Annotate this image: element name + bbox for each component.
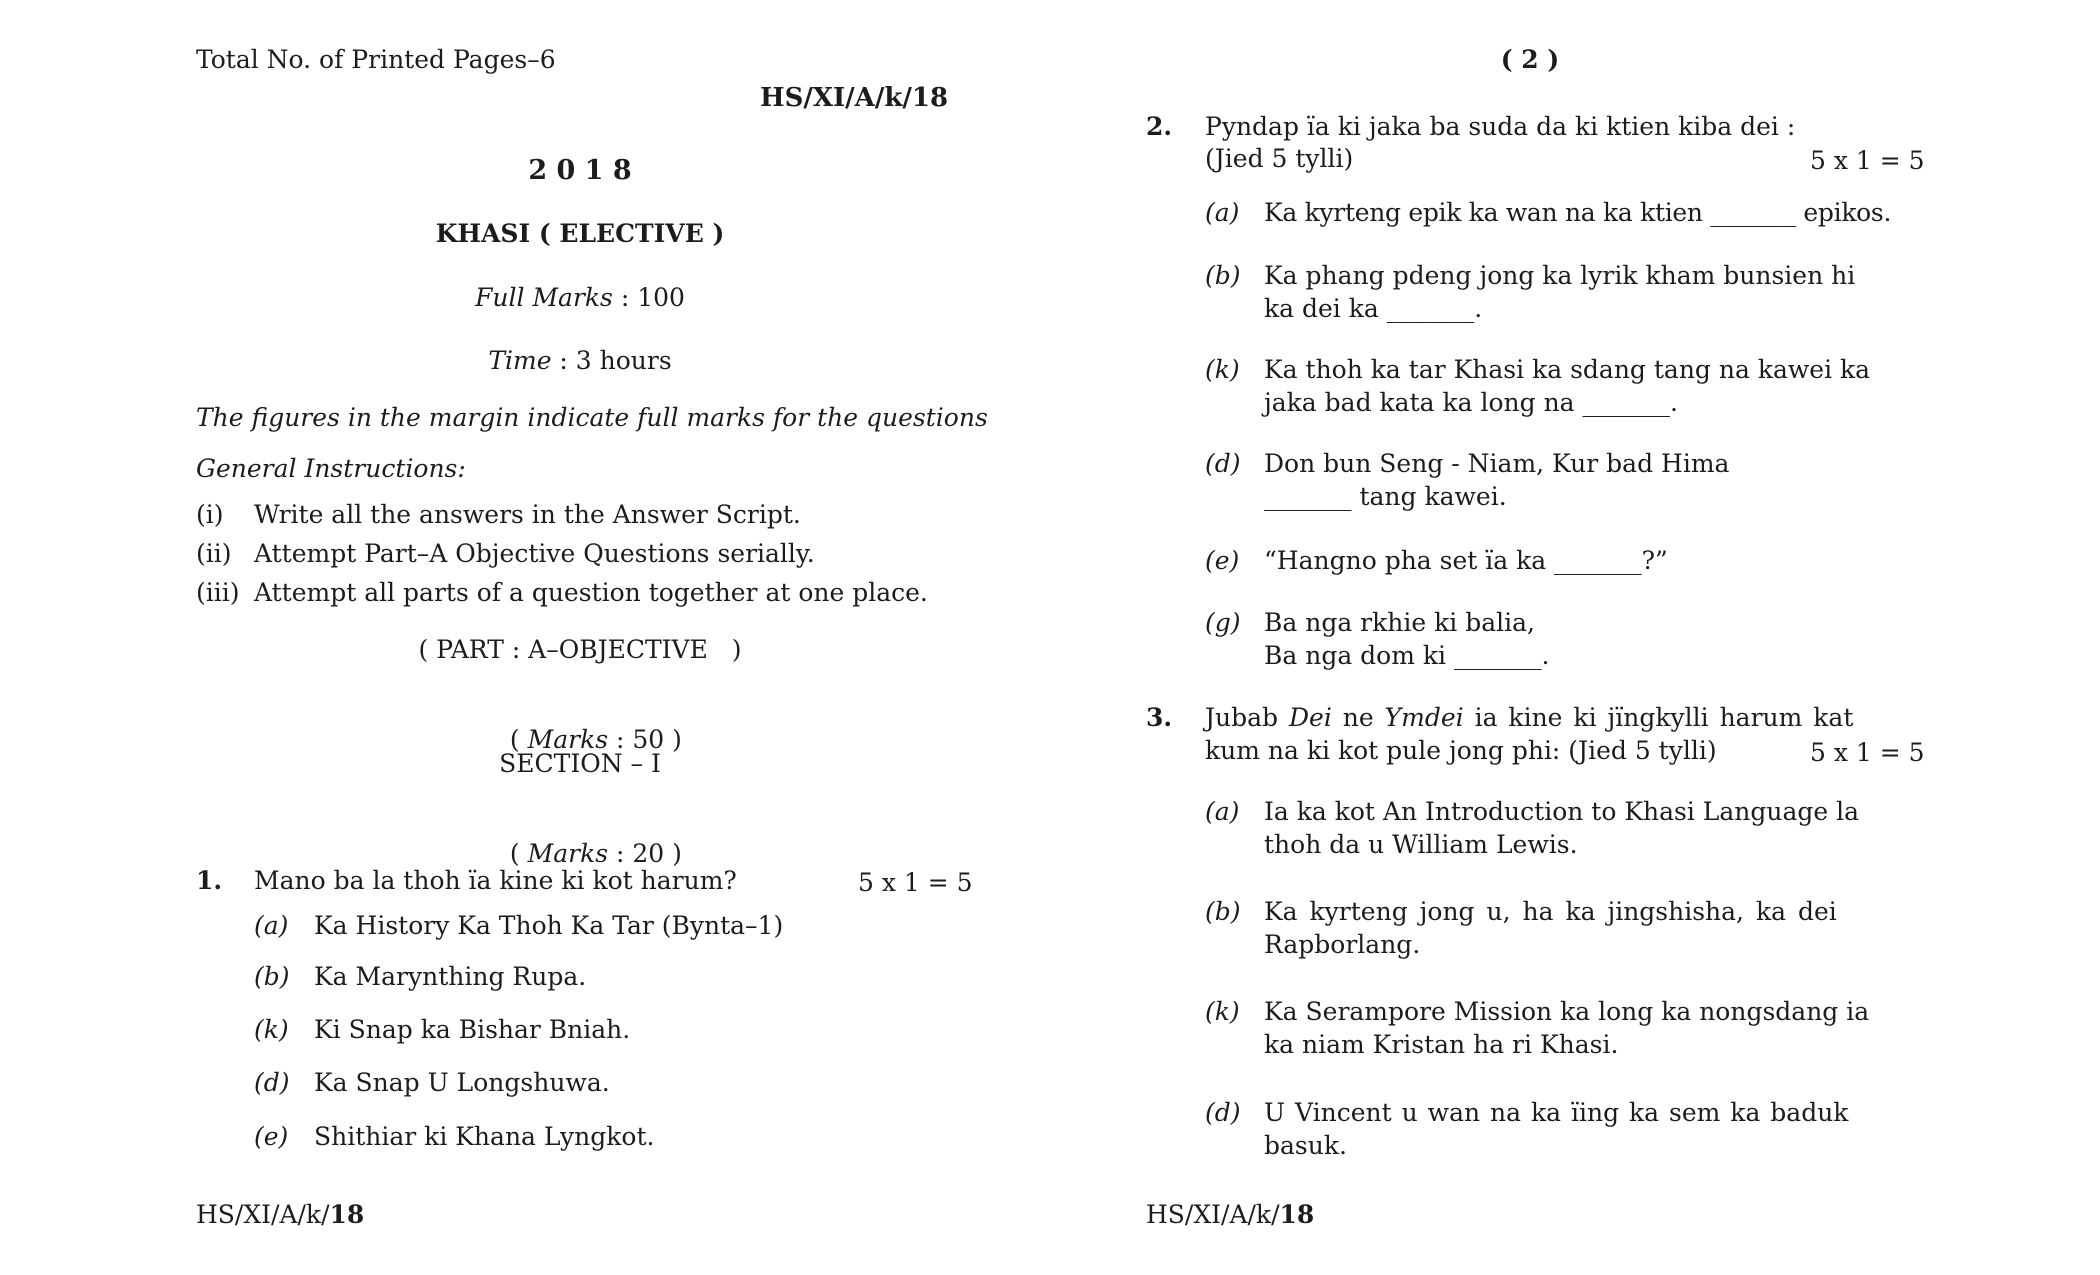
item-label: (d) [1205, 449, 1241, 478]
item-text: Ki Snap ka Bishar Bniah. [314, 1015, 631, 1044]
total-printed-pages: Total No. of Printed Pages–6 [196, 45, 556, 74]
item-text: Ka History Ka Thoh Ka Tar (Bynta–1) [314, 911, 784, 940]
item-text: Ka Snap U Longshuwa. [314, 1068, 610, 1097]
q3-text-b: ne [1331, 703, 1385, 732]
instruction-number: (i) [196, 500, 224, 529]
right-footer [1146, 1198, 1314, 1231]
item-text: Ka kyrteng epik ka wan na ka ktien _______ epikos. [1264, 198, 1892, 227]
question-text-line [1205, 701, 1853, 734]
item-text-line: Ka phang pdeng jong ka lyrik kham bunsien hi [1264, 261, 1856, 290]
item-text-line: basuk. [1264, 1131, 1347, 1160]
q3-text-a: Jubab [1205, 703, 1289, 732]
time-value: : 3 hours [551, 346, 672, 375]
part-heading: ( PART : A–OBJECTIVE ) [418, 635, 742, 664]
part-marks-open: ( [509, 725, 528, 754]
item-text-line: Rapborlang. [1264, 930, 1421, 959]
instructions-heading: General Instructions: [196, 454, 466, 483]
footer-code: HS/XI/A/k/ [1146, 1200, 1280, 1229]
exam-year: 2 0 1 8 [528, 155, 632, 186]
item-text-line: Ka thoh ka tar Khasi ka sdang tang na kawei ka [1264, 355, 1871, 384]
item-text-line: Ba nga rkhie ki balia, [1264, 608, 1535, 637]
full-marks-label: Full Marks [475, 283, 613, 312]
item-text-line: thoh da u William Lewis. [1264, 830, 1578, 859]
item-text-line: Ka Serampore Mission ka long ka nongsdang ia [1264, 997, 1870, 1026]
time-label: Time [488, 346, 552, 375]
item-label: (b) [1205, 261, 1241, 290]
question-text-line: Pyndap ïa ki jaka ba suda da ki ktien kiba dei : [1205, 112, 1796, 141]
question-text-line: kum na ki kot pule jong phi: (Jied 5 tylli) [1205, 736, 1717, 765]
footer-code: HS/XI/A/k/ [196, 1200, 330, 1229]
q3-text-ymdei: Ymdei [1384, 703, 1464, 732]
section-marks-label: Marks [527, 839, 609, 868]
question-number: 2. [1146, 112, 1173, 141]
footer-year: 18 [329, 1200, 365, 1229]
instruction-number: (ii) [196, 539, 232, 568]
section-marks-value: : 20 ) [608, 839, 682, 868]
item-label: (k) [254, 1015, 289, 1044]
item-label: (d) [254, 1068, 290, 1097]
paper-code-header: HS/XI/A/k/18 [760, 83, 949, 113]
item-label: (e) [1205, 546, 1240, 575]
full-marks [380, 281, 780, 314]
part-marks-value: : 50 ) [608, 725, 682, 754]
item-label: (a) [1205, 198, 1240, 227]
item-text: “Hangno pha set ïa ka _______?” [1264, 546, 1668, 575]
item-text-line: U Vincent u wan na ka ïing ka sem ka baduk [1264, 1098, 1849, 1127]
item-label: (d) [1205, 1098, 1241, 1127]
section-marks-open: ( [509, 839, 528, 868]
q3-text-dei: Dei [1288, 703, 1332, 732]
item-text-line: ka dei ka _______. [1264, 294, 1483, 323]
item-text-line: ka niam Kristan ha ri Khasi. [1264, 1030, 1619, 1059]
item-label: (k) [1205, 997, 1240, 1026]
item-label: (b) [1205, 897, 1241, 926]
question-number: 1. [196, 866, 223, 895]
exam-time [380, 344, 780, 377]
question-number: 3. [1146, 703, 1173, 732]
left-footer [196, 1198, 364, 1231]
instruction-text: Write all the answers in the Answer Script. [254, 500, 801, 529]
question-marks: 5 x 1 = 5 [858, 868, 973, 897]
question-text-line: (Jied 5 tylli) [1205, 144, 1354, 173]
item-text-line: Ia ka kot An Introduction to Khasi Language la [1264, 797, 1860, 826]
question-marks: 5 x 1 = 5 [1810, 738, 1925, 767]
subject-title: KHASI ( ELECTIVE ) [435, 219, 725, 248]
full-marks-value: : 100 [612, 283, 685, 312]
item-text-line: jaka bad kata ka long na _______. [1264, 388, 1678, 417]
item-label: (k) [1205, 355, 1240, 384]
footer-year: 18 [1279, 1200, 1315, 1229]
item-text-line: Don bun Seng - Niam, Kur bad Hima [1264, 449, 1730, 478]
page-number: ( 2 ) [1500, 45, 1560, 74]
q3-text-c: ia kine ki jïngkylli harum kat [1463, 703, 1854, 732]
item-text-line: Ka kyrteng jong u, ha ka jingshisha, ka dei [1264, 897, 1837, 926]
item-label: (a) [1205, 797, 1240, 826]
item-text-line: Ba nga dom ki _______. [1264, 641, 1550, 670]
question-marks: 5 x 1 = 5 [1810, 146, 1925, 175]
item-text: Shithiar ki Khana Lyngkot. [314, 1122, 655, 1151]
question-text: Mano ba la thoh ïa kine ki kot harum? [254, 866, 737, 895]
instruction-text: Attempt all parts of a question together at one place. [254, 578, 928, 607]
section-heading: SECTION – I [499, 749, 661, 778]
item-label: (e) [254, 1122, 289, 1151]
item-label: (a) [254, 911, 289, 940]
item-label: (b) [254, 962, 290, 991]
item-text-line: _______ tang kawei. [1264, 482, 1507, 511]
instruction-number: (iii) [196, 578, 240, 607]
part-marks-label: Marks [527, 725, 609, 754]
instruction-text: Attempt Part–A Objective Questions serially. [254, 539, 815, 568]
margin-note: The figures in the margin indicate full marks for the questions [196, 403, 988, 432]
item-text: Ka Marynthing Rupa. [314, 962, 587, 991]
item-label: (g) [1205, 608, 1241, 637]
